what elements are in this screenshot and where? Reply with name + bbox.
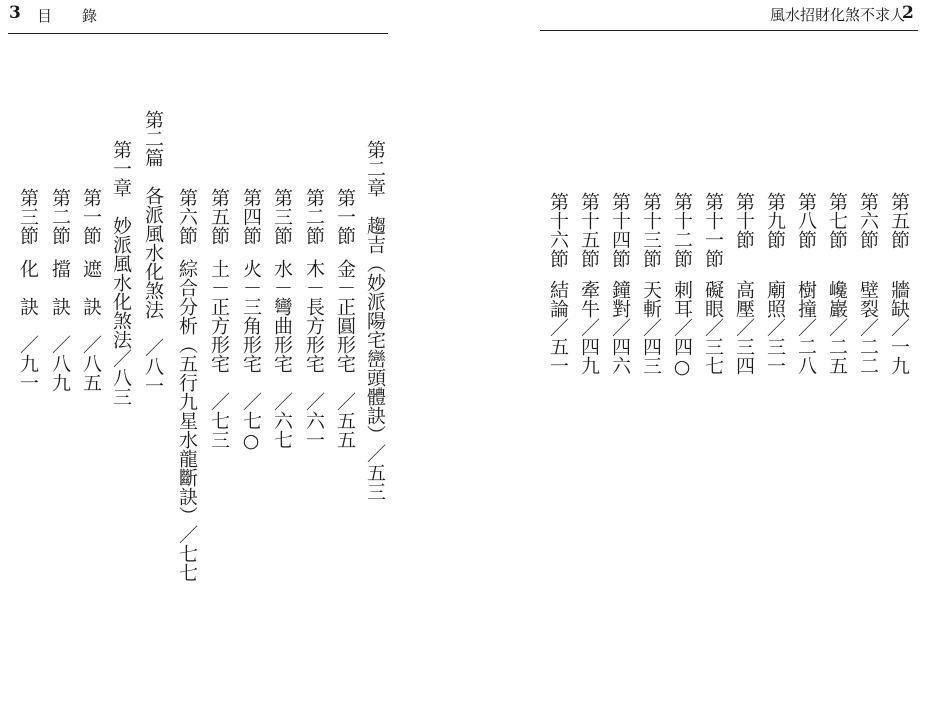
section-title: 壁裂／二二	[857, 280, 879, 375]
section-label: 第十二節	[671, 192, 693, 268]
toc-entry	[303, 188, 325, 449]
toc-entry	[671, 192, 693, 378]
section-label: 第十五節	[578, 192, 600, 268]
section-label: 第四節	[240, 188, 262, 245]
toc-entry	[764, 192, 786, 375]
toc-entry	[826, 192, 848, 375]
section-title: 金－正圓形宅 ／五五	[334, 259, 356, 449]
section-label: 第六節	[857, 192, 879, 249]
section-label: 第十三節	[640, 192, 662, 268]
toc-entry	[271, 188, 293, 449]
section-label: 第十節	[733, 192, 755, 249]
page-number-left: 3	[9, 3, 21, 23]
toc-entry	[547, 192, 569, 375]
toc-entry	[795, 192, 817, 375]
toc-entry	[609, 192, 631, 375]
section-title: 礙眼／三七	[702, 280, 724, 375]
chapter-heading: 第二章 趨吉（妙派陽宅巒頭體訣）／五三	[364, 140, 386, 501]
section-title: 牆缺／一九	[888, 280, 910, 375]
section-label: 第八節	[795, 192, 817, 249]
toc-entry	[208, 188, 230, 449]
toc-entry	[733, 192, 755, 375]
section-title: 遮 訣 ／八五	[80, 259, 102, 392]
section-title: 天斬／四三	[640, 280, 662, 375]
section-title: 刺耳／四○	[671, 280, 693, 378]
section-label: 第六節	[176, 188, 198, 245]
toc-entry	[578, 192, 600, 375]
section-label: 第一節	[80, 188, 102, 245]
section-title: 樹撞／二八	[795, 280, 817, 375]
toc-entry	[857, 192, 879, 375]
section-title: 巉巖／二五	[826, 280, 848, 375]
toc-entry	[702, 192, 724, 375]
section-label: 第二節	[49, 188, 71, 245]
section-label: 第三節	[271, 188, 293, 245]
section-title: 牽牛／四九	[578, 280, 600, 375]
section-label: 第二節	[303, 188, 325, 245]
section-title: 土－正方形宅 ／七三	[208, 259, 230, 449]
section-title: 高壓／三四	[733, 280, 755, 375]
page-number-right: 2	[902, 3, 914, 23]
section-label: 第十六節	[547, 192, 569, 268]
section-title: 廟照／三一	[764, 280, 786, 375]
part-heading: 第二篇 各派風水化煞法 ／八一	[142, 110, 164, 395]
section-title: 火－三角形宅 ／七○	[240, 259, 262, 452]
toc-entry	[17, 188, 39, 392]
toc-entry	[334, 188, 356, 449]
toc-entry	[240, 188, 262, 452]
section-label: 第七節	[826, 192, 848, 249]
section-label: 第五節	[208, 188, 230, 245]
toc-entry	[176, 188, 198, 582]
section-title: 木－長方形宅 ／六一	[303, 259, 325, 449]
section-title: 結論／五一	[547, 280, 569, 375]
section-label: 第三節	[17, 188, 39, 245]
toc-entry	[888, 192, 910, 375]
running-head-left: 目錄	[37, 7, 128, 25]
toc-entry	[49, 188, 71, 392]
header-rule-right	[540, 30, 918, 31]
section-label: 第十四節	[609, 192, 631, 268]
section-label: 第十一節	[702, 192, 724, 268]
section-title: 水－彎曲形宅 ／六七	[271, 259, 293, 449]
section-label: 第五節	[888, 192, 910, 249]
section-title: 擋 訣 ／八九	[49, 259, 71, 392]
section-label: 第九節	[764, 192, 786, 249]
chapter-heading: 第一章 妙派風水化煞法／八三	[110, 140, 132, 406]
section-title: 鐘對／四六	[609, 280, 631, 375]
toc-entry	[640, 192, 662, 375]
running-head-right: 風水招財化煞不求人	[770, 6, 906, 24]
section-title: 化 訣 ／九一	[17, 259, 39, 392]
section-label: 第一節	[334, 188, 356, 245]
section-title: 綜合分析（五行九星水龍斷訣）／七七	[176, 259, 198, 582]
toc-entry	[80, 188, 102, 392]
header-rule-left	[8, 33, 388, 34]
